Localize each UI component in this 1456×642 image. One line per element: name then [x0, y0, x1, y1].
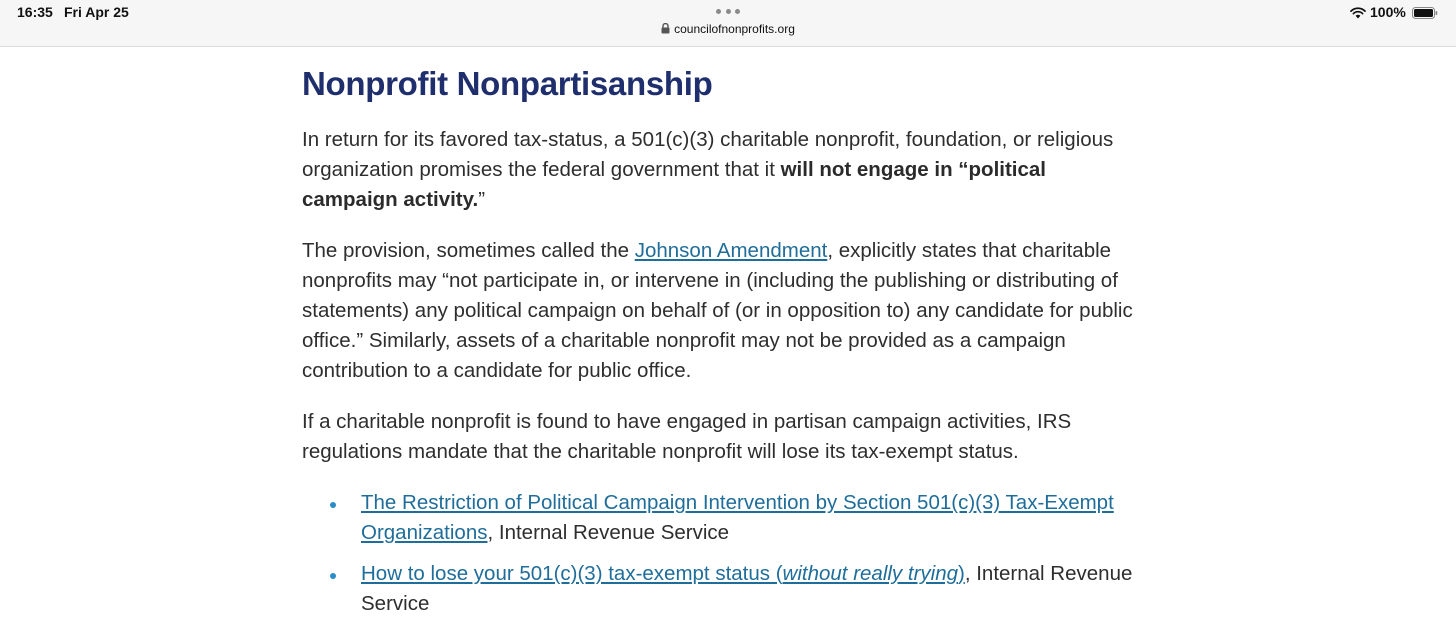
bullet-icon [330, 502, 336, 508]
address-bar[interactable] [0, 22, 1456, 37]
references-list [302, 488, 1142, 619]
list-item [302, 559, 1142, 619]
provision-paragraph [302, 236, 1142, 386]
link-text: How to lose your 501(c)(3) tax-exempt status ( [361, 562, 783, 585]
lose-tax-exempt-status-link[interactable] [361, 562, 965, 585]
page-title: Nonprofit Nonpartisanship [302, 65, 713, 102]
status-date: Fri Apr 25 [64, 4, 129, 20]
battery-icon [1412, 6, 1438, 24]
intro-paragraph [302, 125, 1142, 215]
list-item [302, 488, 1142, 548]
wifi-icon [1350, 6, 1366, 24]
battery-percent: 100% [1370, 4, 1406, 20]
intro-bold-text: will not engage in “political campaign activity. [302, 158, 1046, 211]
article-content [302, 60, 1142, 630]
link-text-end: ) [958, 562, 965, 585]
reference-source: , Internal Revenue Service [487, 521, 730, 544]
reference-source: , Internal Revenue Service [361, 562, 1133, 615]
browser-top-bar [0, 0, 1456, 47]
multitasking-dots-icon[interactable] [716, 9, 740, 15]
url-text: councilofnonprofits.org [674, 22, 795, 36]
provision-text-end: , explicitly states that charitable nonprofits may “not participate in, or intervene in (including the publishing or distributing of statements) any political campaign on behalf of (or in opposition to) any candidate for public office.” Similarly, assets of a charitable nonprofit may not be provided as a campaign contribution to a candidate for public office. [302, 239, 1133, 382]
irs-restriction-link[interactable]: The Restriction of Political Campaign Intervention by Section 501(c)(3) Tax-Exempt Organizations [361, 491, 1114, 544]
intro-text: In return for its favored tax-status, a 501(c)(3) charitable nonprofit, foundation, or religious organization promises the federal government that it [302, 128, 1114, 181]
status-time: 16:35 [17, 4, 53, 20]
consequence-paragraph: If a charitable nonprofit is found to have engaged in partisan campaign activities, IRS regulations mandate that the charitable nonprofit will lose its tax-exempt status. [302, 410, 1072, 463]
intro-text-end: ” [478, 188, 486, 211]
provision-text: The provision, sometimes called the [302, 239, 635, 262]
link-italic-text: without really trying [782, 562, 959, 585]
bullet-icon [330, 573, 336, 579]
johnson-amendment-link[interactable]: Johnson Amendment [634, 239, 828, 262]
lock-icon [661, 23, 670, 37]
